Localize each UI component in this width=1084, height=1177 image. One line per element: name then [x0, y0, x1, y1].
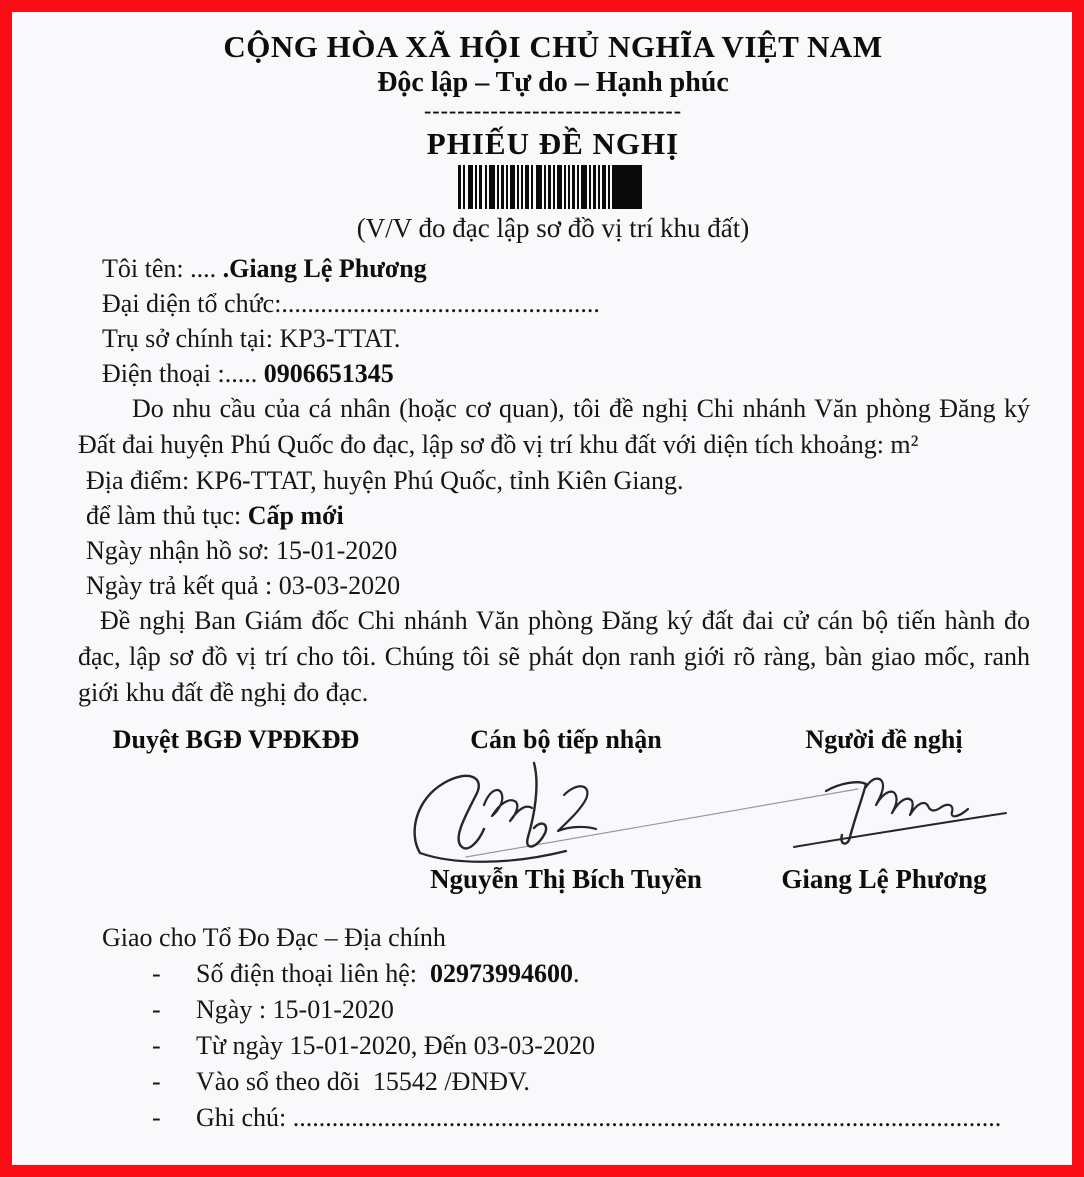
item-value: 02973994600 — [429, 959, 573, 988]
barcode-container — [76, 165, 1030, 211]
applicant-fields — [102, 251, 1030, 391]
approver-name — [76, 862, 396, 896]
dash-bullet: - — [152, 959, 161, 988]
request-details — [86, 463, 1030, 603]
assignment-item-text — [196, 956, 579, 992]
barcode-icon — [458, 165, 648, 209]
national-title: CỘNG HÒA XÃ HỘI CHỦ NGHĨA VIỆT NAM — [223, 29, 883, 64]
phone-line — [102, 356, 1030, 391]
national-motto: Độc lập – Tự do – Hạnh phúc — [377, 67, 729, 98]
receiver-title: Cán bộ tiếp nhận — [470, 725, 662, 754]
assignment-item-notes — [102, 1100, 1030, 1136]
assignment-section — [102, 920, 1030, 1136]
form-content — [12, 12, 1072, 1165]
applicant-name-value: .Giang Lệ Phương — [222, 254, 427, 283]
organization-line: Đại diện tổ chức:................................................. — [102, 289, 600, 318]
item-label: Số điện thoại liên hệ: — [196, 959, 430, 988]
signature-area — [76, 757, 1030, 862]
requester-signature-icon — [782, 759, 1017, 859]
item-suffix: . — [572, 959, 580, 988]
applicant-name-label: Tôi tên: .... — [102, 254, 223, 283]
requester-title: Người đề nghị — [805, 725, 963, 754]
applicant-name-line — [102, 251, 1030, 286]
assignment-item-text: Từ ngày 15-01-2020, Đến 03-03-2020 — [196, 1031, 595, 1060]
divider-line: ------------------------------- — [423, 98, 683, 123]
request-paragraph: Do nhu cầu của cá nhân (hoặc cơ quan), tôi đề nghị Chi nhánh Văn phòng Đăng ký Đất đai huyện Phú Quốc đo đạc, lập sơ đồ vị trí khu đất với diện tích khoảng: m² — [78, 394, 1030, 459]
assignment-item-date — [102, 992, 1030, 1028]
form-header — [76, 28, 1030, 245]
office-address-line: Trụ sở chính tại: KP3-TTAT. — [102, 324, 401, 353]
dash-bullet: - — [152, 1031, 161, 1060]
received-date-line: Ngày nhận hồ sơ: 15-01-2020 — [86, 536, 398, 565]
phone-value: 0906651345 — [263, 359, 394, 388]
location-line: Địa điểm: KP6-TTAT, huyện Phú Quốc, tỉnh Kiên Giang. — [86, 466, 684, 495]
approver-title: Duyệt BGĐ VPĐKĐĐ — [112, 725, 360, 754]
dash-bullet: - — [152, 1067, 161, 1096]
subject-line: (V/V đo đạc lập sơ đồ vị trí khu đất) — [356, 213, 750, 243]
assignment-item-range — [102, 1028, 1030, 1064]
assignment-heading: Giao cho Tổ Đo Đạc – Địa chính — [102, 923, 446, 952]
assignment-item-text: Vào sổ theo dõi 15542 /ĐNĐV. — [196, 1067, 530, 1096]
procedure-label: để làm thủ tục: — [86, 501, 248, 530]
receiver-name: Nguyễn Thị Bích Tuyền — [430, 864, 702, 894]
signature-names-row — [76, 862, 1030, 896]
procedure-line — [86, 498, 1030, 533]
assignment-item-phone — [102, 956, 1030, 992]
assignment-item-text: Ngày : 15-01-2020 — [196, 995, 394, 1024]
procedure-value: Cấp mới — [247, 501, 344, 530]
assignment-item-text: Ghi chú: ............................................................................................................. — [196, 1103, 1002, 1132]
commitment-paragraph: Đề nghị Ban Giám đốc Chi nhánh Văn phòng Đăng ký đất đai cử cán bộ tiến hành đo đạc, lập sơ đồ vị trí cho tôi. Chúng tôi sẽ phát dọn ranh giới rõ ràng, bàn giao mốc, ranh giới khu đất đề nghị đo đạc. — [78, 606, 1030, 707]
phone-label: Điện thoại :..... — [102, 359, 264, 388]
form-title: PHIẾU ĐỀ NGHỊ — [426, 126, 680, 161]
assignment-item-logbook — [102, 1064, 1030, 1100]
dash-bullet: - — [152, 1103, 161, 1132]
due-date-line: Ngày trả kết quả : 03-03-2020 — [86, 571, 401, 600]
requester-name: Giang Lệ Phương — [781, 864, 987, 894]
dash-bullet: - — [152, 995, 161, 1024]
signature-titles-row — [76, 723, 1030, 757]
